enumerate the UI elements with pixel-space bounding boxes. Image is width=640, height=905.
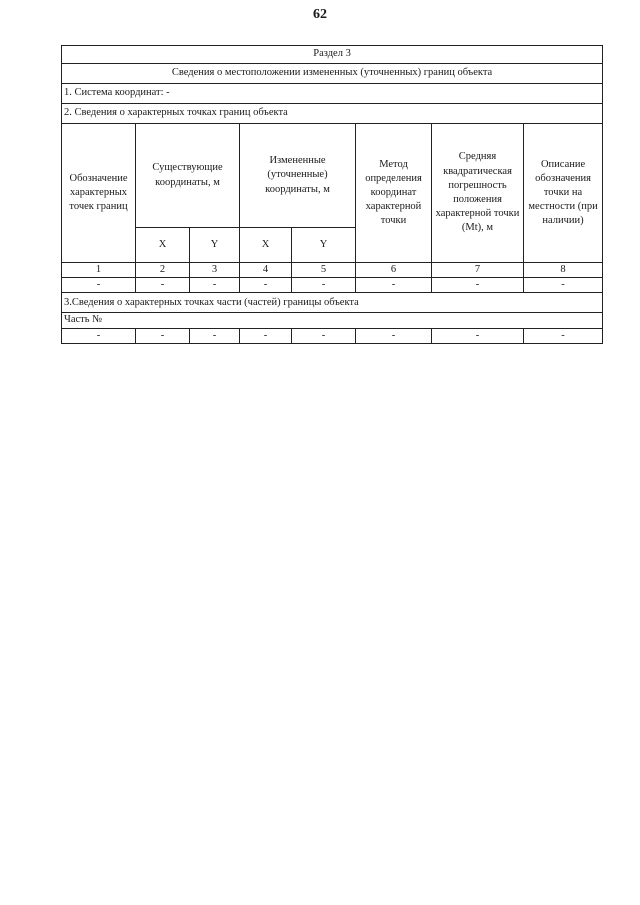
table-cell: - bbox=[292, 328, 356, 343]
table-heading: Сведения о местоположении измененных (уточненных) границ объекта bbox=[62, 64, 603, 84]
column-number-row bbox=[62, 263, 603, 278]
table-cell: - bbox=[432, 278, 524, 293]
table-cell: - bbox=[292, 278, 356, 293]
section-title: Раздел 3 bbox=[62, 46, 603, 64]
points-section-row: 2. Сведения о характерных точках границ объекта bbox=[62, 104, 603, 124]
table-row bbox=[62, 328, 603, 343]
header-existing-coords: Существующие координаты, м bbox=[136, 124, 240, 228]
header-error: Средняя квадратичеcкая погрешность положения характерной точки (Mt), м bbox=[432, 124, 524, 263]
table-cell: - bbox=[524, 278, 603, 293]
coordinate-system-row: 1. Система координат: - bbox=[62, 84, 603, 104]
table-row bbox=[62, 278, 603, 293]
parts-section-row: 3.Сведения о характерных точках части (частей) границы объекта bbox=[62, 293, 603, 313]
table-cell: - bbox=[432, 328, 524, 343]
table-cell: - bbox=[356, 278, 432, 293]
header-designation: Обозначение характерных точек границ bbox=[62, 124, 136, 263]
table-cell: - bbox=[62, 278, 136, 293]
table-cell: - bbox=[356, 328, 432, 343]
column-number: 2 bbox=[136, 263, 190, 278]
header-x-changed: X bbox=[240, 228, 292, 263]
table-cell: - bbox=[240, 278, 292, 293]
header-description: Описание обозначения точки на местности (при наличии) bbox=[524, 124, 603, 263]
part-number-row: Часть № bbox=[62, 313, 603, 328]
header-method: Метод определения координат характерной точки bbox=[356, 124, 432, 263]
header-x-existing: X bbox=[136, 228, 190, 263]
column-number: 1 bbox=[62, 263, 136, 278]
column-number: 7 bbox=[432, 263, 524, 278]
table-cell: - bbox=[62, 328, 136, 343]
boundary-points-table bbox=[61, 45, 603, 344]
column-number: 4 bbox=[240, 263, 292, 278]
table-cell: - bbox=[136, 278, 190, 293]
table-cell: - bbox=[136, 328, 190, 343]
column-number: 3 bbox=[190, 263, 240, 278]
table-cell: - bbox=[190, 278, 240, 293]
page-number: 62 bbox=[313, 7, 327, 22]
table-cell: - bbox=[524, 328, 603, 343]
header-y-existing: Y bbox=[190, 228, 240, 263]
table-cell: - bbox=[240, 328, 292, 343]
header-changed-coords: Измененные (уточненные) координаты, м bbox=[240, 124, 356, 228]
table-cell: - bbox=[190, 328, 240, 343]
column-number: 5 bbox=[292, 263, 356, 278]
header-y-changed: Y bbox=[292, 228, 356, 263]
column-number: 6 bbox=[356, 263, 432, 278]
column-number: 8 bbox=[524, 263, 603, 278]
